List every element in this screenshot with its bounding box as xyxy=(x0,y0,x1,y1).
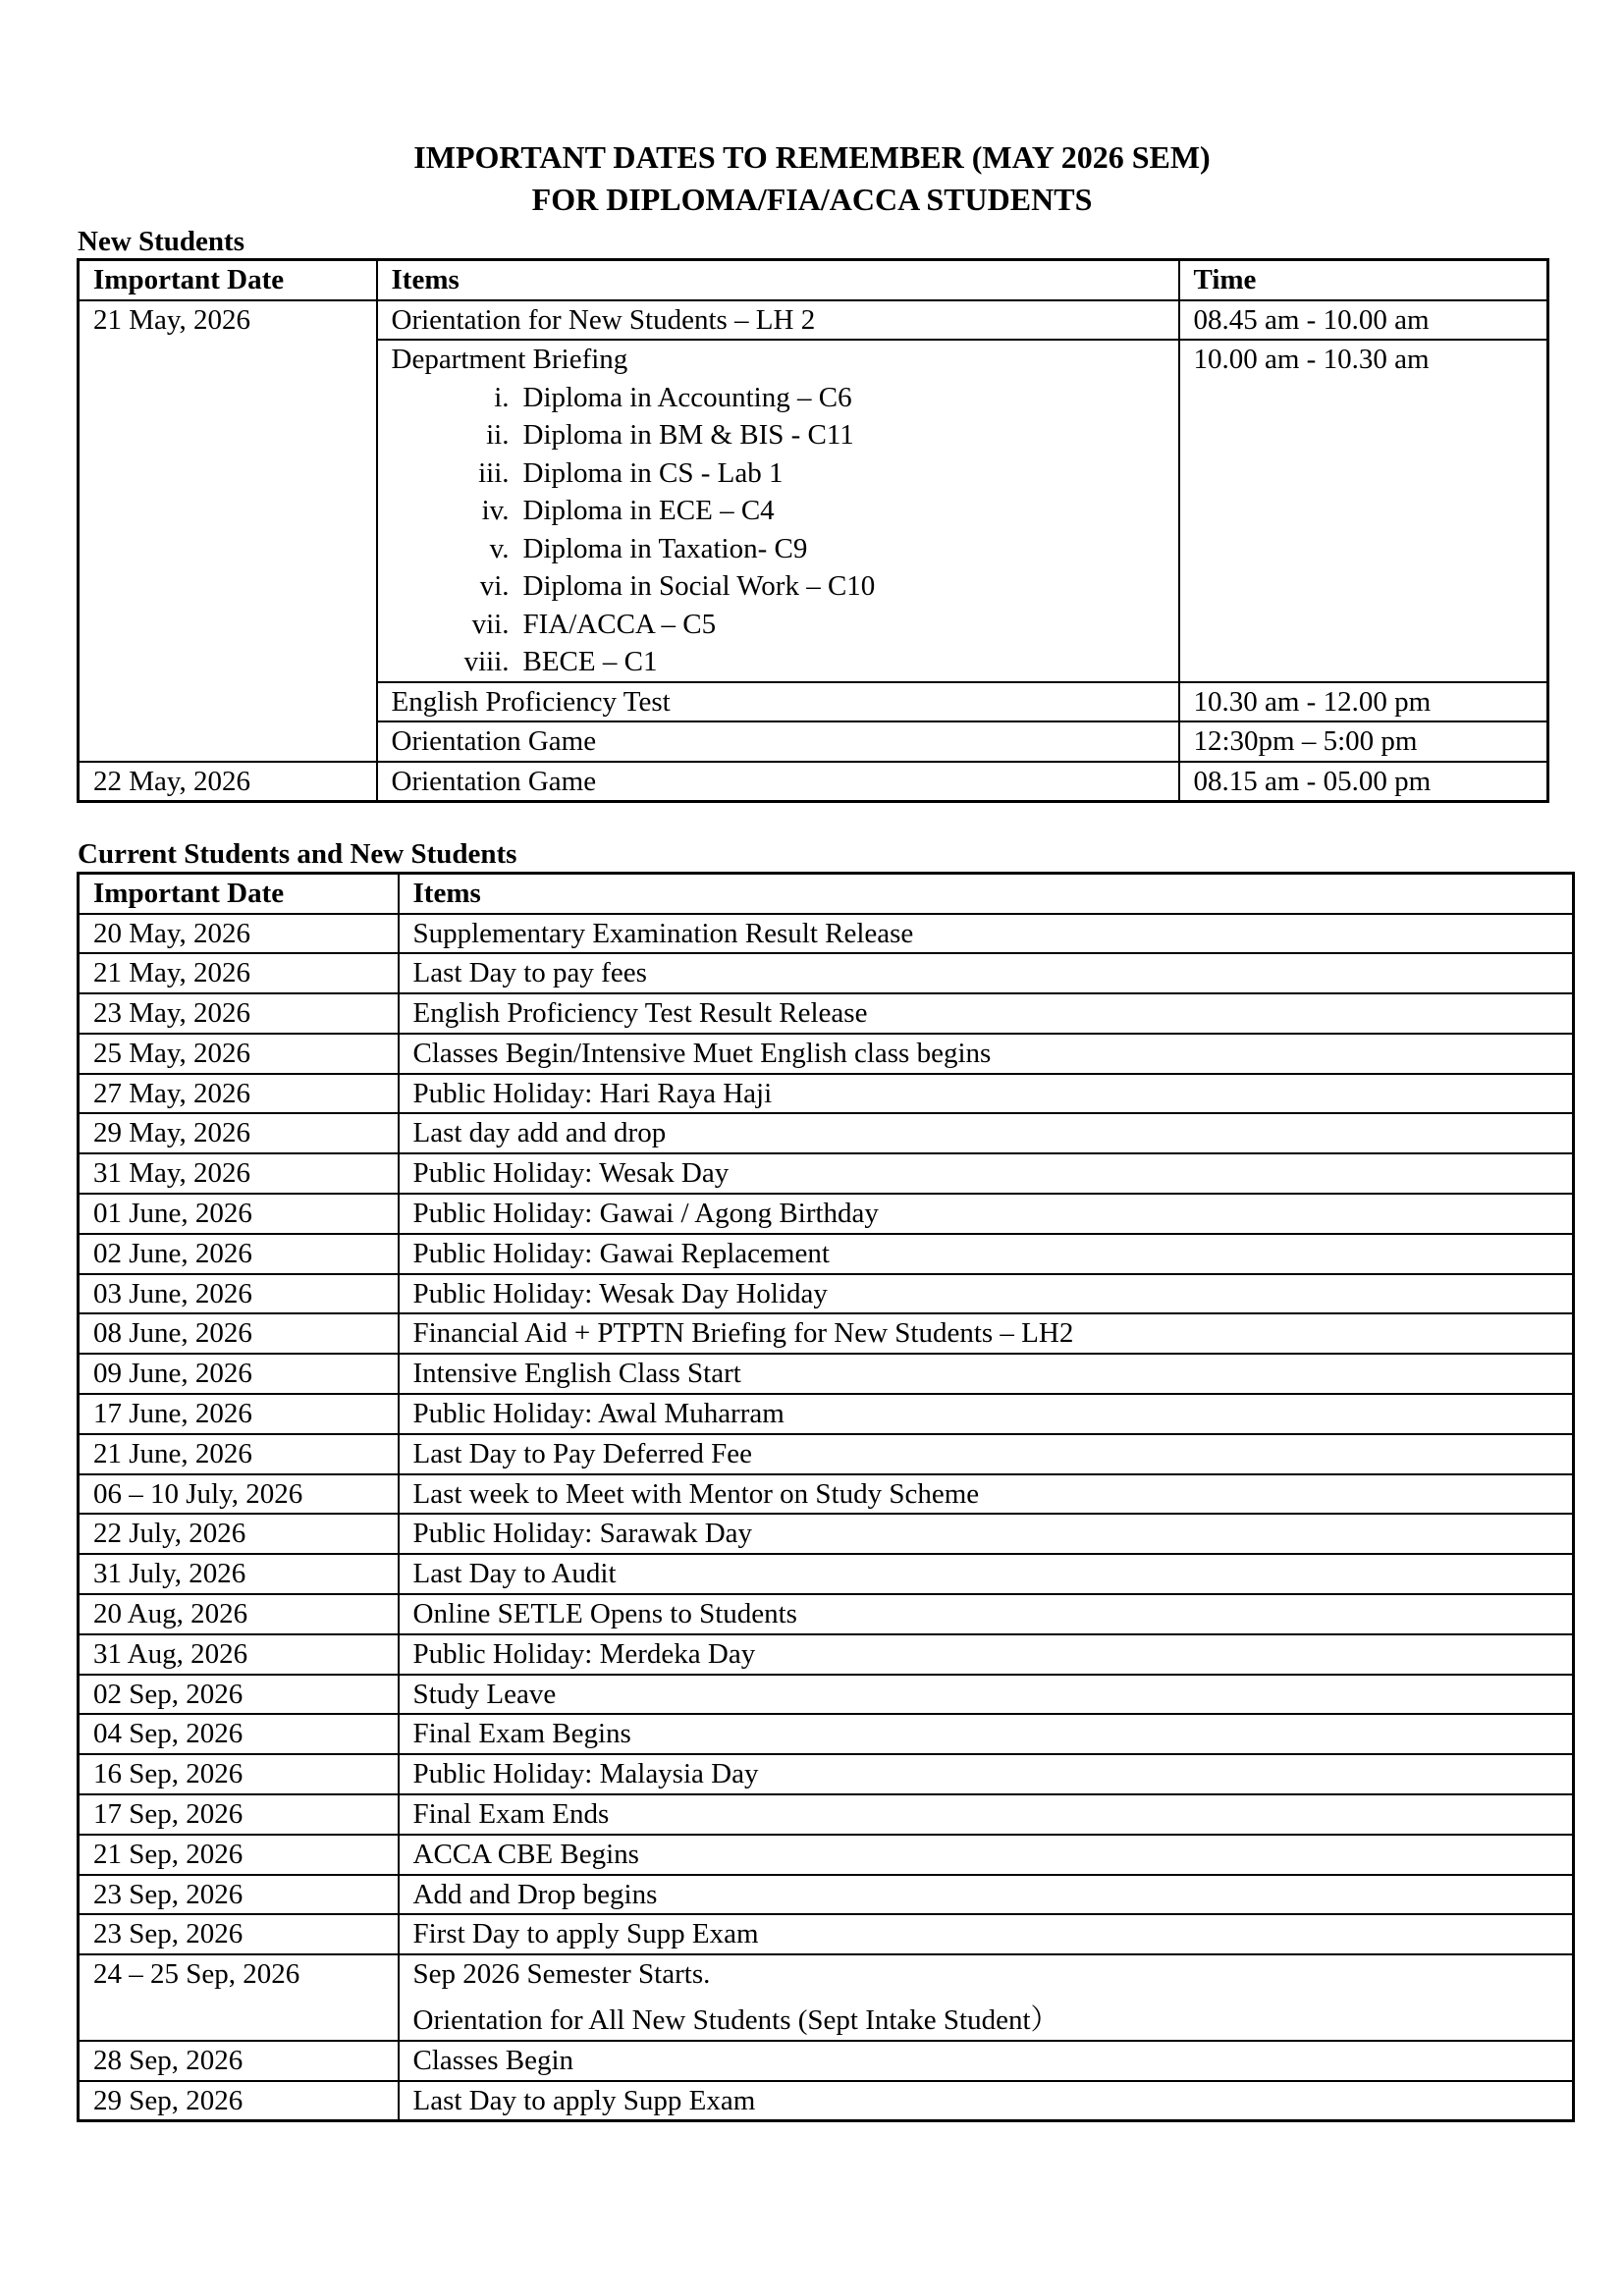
item-cell: Study Leave xyxy=(399,1675,1574,1715)
date-cell: 22 July, 2026 xyxy=(79,1514,399,1554)
time-cell: 10.30 am - 12.00 pm xyxy=(1179,682,1548,722)
item-cell: Orientation Game xyxy=(377,762,1179,802)
item-cell: First Day to apply Supp Exam xyxy=(399,1914,1574,1954)
item-cell: Orientation Game xyxy=(377,721,1179,762)
table-row xyxy=(79,1914,1574,1954)
list-item xyxy=(392,606,1178,644)
date-cell: 17 Sep, 2026 xyxy=(79,1794,399,1835)
department-label: Diploma in ECE – C4 xyxy=(522,495,775,526)
list-number: i. xyxy=(494,381,510,413)
item-cell: Public Holiday: Wesak Day xyxy=(399,1153,1574,1194)
time-cell: 10.00 am - 10.30 am xyxy=(1179,340,1548,682)
date-cell: 29 Sep, 2026 xyxy=(79,2081,399,2121)
table-row xyxy=(79,1634,1574,1675)
new-students-table xyxy=(77,258,1549,803)
table-row xyxy=(79,1113,1574,1153)
item-cell-department-briefing xyxy=(377,340,1179,682)
date-cell: 20 Aug, 2026 xyxy=(79,1594,399,1634)
date-cell: 24 – 25 Sep, 2026 xyxy=(79,1954,399,2041)
date-cell: 31 Aug, 2026 xyxy=(79,1634,399,1675)
item-cell: Public Holiday: Gawai Replacement xyxy=(399,1234,1574,1274)
table-row xyxy=(79,1274,1574,1314)
table-row xyxy=(79,1794,1574,1835)
table-row xyxy=(79,1594,1574,1634)
date-cell: 09 June, 2026 xyxy=(79,1354,399,1394)
department-label: FIA/ACCA – C5 xyxy=(522,608,717,640)
all-students-table xyxy=(77,872,1575,2122)
department-label: BECE – C1 xyxy=(522,646,658,677)
item-cell: Public Holiday: Hari Raya Haji xyxy=(399,1074,1574,1114)
list-item xyxy=(392,530,1178,568)
date-cell: 31 July, 2026 xyxy=(79,1554,399,1594)
date-cell: 27 May, 2026 xyxy=(79,1074,399,1114)
date-cell: 02 June, 2026 xyxy=(79,1234,399,1274)
item-cell: Last Day to Pay Deferred Fee xyxy=(399,1434,1574,1474)
date-cell: 02 Sep, 2026 xyxy=(79,1675,399,1715)
item-cell: Public Holiday: Awal Muharram xyxy=(399,1394,1574,1434)
item-cell: Financial Aid + PTPTN Briefing for New Students – LH2 xyxy=(399,1313,1574,1354)
table-row xyxy=(79,1074,1574,1114)
item-cell: Last week to Meet with Mentor on Study Scheme xyxy=(399,1474,1574,1515)
list-item xyxy=(392,643,1178,681)
date-cell: 08 June, 2026 xyxy=(79,1313,399,1354)
table-row xyxy=(79,993,1574,1034)
item-cell: Add and Drop begins xyxy=(399,1875,1574,1915)
item-cell: Orientation for New Students – LH 2 xyxy=(377,300,1179,341)
item-cell: Classes Begin/Intensive Muet English class begins xyxy=(399,1034,1574,1074)
item-cell: Supplementary Examination Result Release xyxy=(399,914,1574,954)
date-cell: 22 May, 2026 xyxy=(79,762,377,802)
table-row xyxy=(79,1194,1574,1234)
time-cell: 12:30pm – 5:00 pm xyxy=(1179,721,1548,762)
date-cell: 21 May, 2026 xyxy=(79,953,399,993)
list-number: viii. xyxy=(463,646,510,677)
document-title-line-2: FOR DIPLOMA/FIA/ACCA STUDENTS xyxy=(531,182,1093,217)
date-cell: 21 May, 2026 xyxy=(79,300,377,762)
table-row xyxy=(79,953,1574,993)
item-cell: Public Holiday: Malaysia Day xyxy=(399,1754,1574,1794)
item-cell: Online SETLE Opens to Students xyxy=(399,1594,1574,1634)
item-cell: English Proficiency Test Result Release xyxy=(399,993,1574,1034)
date-cell: 28 Sep, 2026 xyxy=(79,2041,399,2081)
item-line: Sep 2026 Semester Starts. xyxy=(412,1958,711,1991)
department-label: Diploma in BM & BIS - C11 xyxy=(522,419,854,451)
table-row xyxy=(79,1354,1574,1394)
item-cell: Public Holiday: Merdeka Day xyxy=(399,1634,1574,1675)
date-cell: 31 May, 2026 xyxy=(79,1153,399,1194)
table-row xyxy=(79,1474,1574,1515)
date-cell: 01 June, 2026 xyxy=(79,1194,399,1234)
department-label: Diploma in Accounting – C6 xyxy=(522,381,852,413)
item-cell: Final Exam Begins xyxy=(399,1714,1574,1754)
table-row xyxy=(79,1954,1574,2041)
column-header-date: Important Date xyxy=(79,874,399,914)
list-item xyxy=(392,416,1178,454)
table-row xyxy=(79,1554,1574,1594)
all-students-table-body xyxy=(79,914,1574,2121)
list-number: vii. xyxy=(471,608,510,640)
table-row xyxy=(79,1714,1574,1754)
section-label-new-students: New Students xyxy=(78,226,244,257)
item-line: Orientation for All New Students (Sept Intake Student） xyxy=(412,2004,1059,2037)
list-number: iv. xyxy=(481,495,510,526)
item-cell: Public Holiday: Gawai / Agong Birthday xyxy=(399,1194,1574,1234)
table-row xyxy=(79,2081,1574,2121)
table-header-row xyxy=(79,260,1548,300)
date-cell: 23 Sep, 2026 xyxy=(79,1875,399,1915)
column-header-items: Items xyxy=(377,260,1179,300)
section-label-all-students: Current Students and New Students xyxy=(78,838,517,870)
date-cell: 20 May, 2026 xyxy=(79,914,399,954)
time-cell: 08.15 am - 05.00 pm xyxy=(1179,762,1548,802)
item-cell: Last day add and drop xyxy=(399,1113,1574,1153)
department-label: Diploma in Taxation- C9 xyxy=(522,532,808,564)
table-row xyxy=(79,1434,1574,1474)
table-header-row xyxy=(79,874,1574,914)
list-item xyxy=(392,454,1178,493)
table-row xyxy=(79,1514,1574,1554)
item-cell: English Proficiency Test xyxy=(377,682,1179,722)
department-list xyxy=(392,379,1178,681)
date-cell: 04 Sep, 2026 xyxy=(79,1714,399,1754)
department-label: Diploma in Social Work – C10 xyxy=(522,570,876,602)
item-cell: Intensive English Class Start xyxy=(399,1354,1574,1394)
list-item xyxy=(392,492,1178,530)
table-row xyxy=(79,300,1548,341)
table-row xyxy=(79,1394,1574,1434)
column-header-items: Items xyxy=(399,874,1574,914)
table-row xyxy=(79,1754,1574,1794)
table-row xyxy=(79,914,1574,954)
item-cell: Last Day to apply Supp Exam xyxy=(399,2081,1574,2121)
item-cell: Last Day to pay fees xyxy=(399,953,1574,993)
item-cell: Public Holiday: Wesak Day Holiday xyxy=(399,1274,1574,1314)
table-row xyxy=(79,1835,1574,1875)
department-label: Diploma in CS - Lab 1 xyxy=(522,456,784,489)
list-number: ii. xyxy=(486,419,510,451)
list-item xyxy=(392,567,1178,606)
date-cell: 21 Sep, 2026 xyxy=(79,1835,399,1875)
table-row xyxy=(79,1675,1574,1715)
table-row xyxy=(79,762,1548,802)
date-cell: 29 May, 2026 xyxy=(79,1113,399,1153)
list-number: v. xyxy=(489,532,510,564)
table-row xyxy=(79,2041,1574,2081)
list-number: vi. xyxy=(479,570,510,602)
item-cell: Classes Begin xyxy=(399,2041,1574,2081)
table-row xyxy=(79,1313,1574,1354)
table-row xyxy=(79,1153,1574,1194)
date-cell: 23 May, 2026 xyxy=(79,993,399,1034)
date-cell: 23 Sep, 2026 xyxy=(79,1914,399,1954)
time-cell: 08.45 am - 10.00 am xyxy=(1179,300,1548,341)
date-cell: 25 May, 2026 xyxy=(79,1034,399,1074)
item-cell: Final Exam Ends xyxy=(399,1794,1574,1835)
date-cell: 06 – 10 July, 2026 xyxy=(79,1474,399,1515)
list-number: iii. xyxy=(478,456,510,489)
table-row xyxy=(79,1034,1574,1074)
item-cell: Last Day to Audit xyxy=(399,1554,1574,1594)
item-cell: ACCA CBE Begins xyxy=(399,1835,1574,1875)
item-cell: Public Holiday: Sarawak Day xyxy=(399,1514,1574,1554)
column-header-date: Important Date xyxy=(79,260,377,300)
item-cell xyxy=(399,1954,1574,2041)
table-row xyxy=(79,1234,1574,1274)
document-title-line-1: IMPORTANT DATES TO REMEMBER (MAY 2026 SEM) xyxy=(413,139,1211,175)
column-header-time: Time xyxy=(1179,260,1548,300)
list-item xyxy=(392,379,1178,417)
date-cell: 16 Sep, 2026 xyxy=(79,1754,399,1794)
date-cell: 21 June, 2026 xyxy=(79,1434,399,1474)
table-row xyxy=(79,1875,1574,1915)
department-briefing-label: Department Briefing xyxy=(391,344,628,375)
date-cell: 17 June, 2026 xyxy=(79,1394,399,1434)
date-cell: 03 June, 2026 xyxy=(79,1274,399,1314)
